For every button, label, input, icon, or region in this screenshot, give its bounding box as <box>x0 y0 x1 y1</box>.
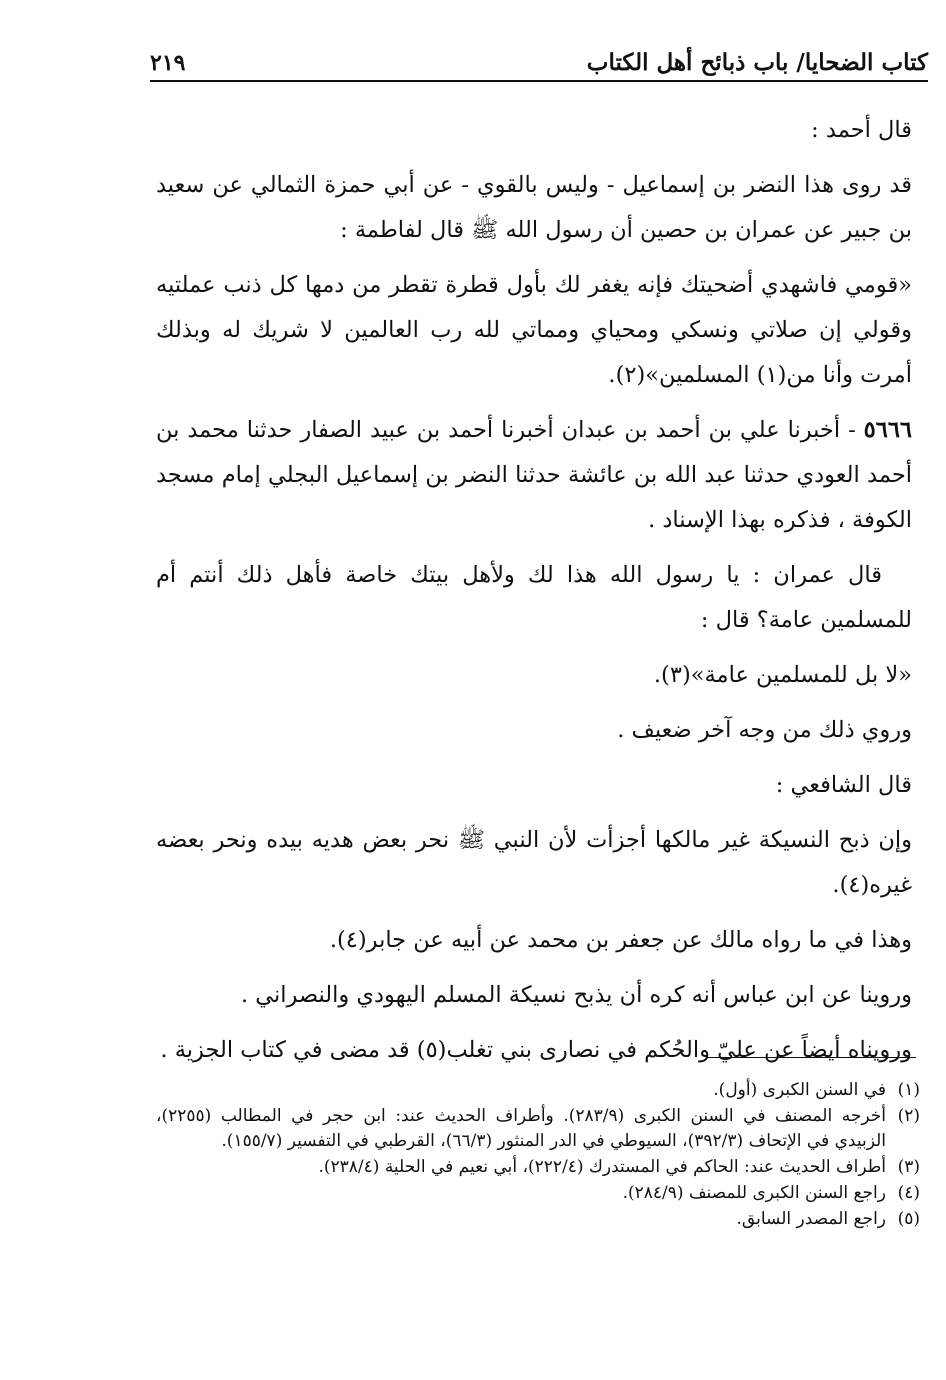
footnote <box>156 1155 920 1180</box>
footnote <box>156 1104 920 1154</box>
footnote-label: (٢) <box>897 1106 920 1126</box>
paragraph: ورويناه أيضاً عن عليّ والحُكم في نصارى بني تغلب(٥) قد مضى في كتاب الجزية . <box>160 1037 912 1063</box>
paragraph: قال أحمد : <box>811 117 912 143</box>
paragraph: قال الشافعي : <box>775 772 912 798</box>
paragraph: «لا بل للمسلمين عامة»(٣). <box>653 662 912 688</box>
main-text <box>156 108 912 1083</box>
footnote-text: في السنن الكبرى (أول). <box>713 1080 886 1100</box>
footnote-label: (٣) <box>897 1157 920 1177</box>
paragraph: وروينا عن ابن عباس أنه كره أن يذبح نسيكة المسلم اليهودي والنصراني . <box>240 982 912 1008</box>
header-title: كتاب الضحايا/ باب ذبائح أهل الكتاب <box>586 49 928 76</box>
hadith-entry <box>156 408 912 543</box>
footnote-text: أخرجه المصنف في السنن الكبرى (٢٨٣/٩). وأطراف الحديث عند: ابن حجر في المطالب (٢٢٥٥)، الزبيدي في الإتحاف (٣٩٢/٣)، السيوطي في الدر المنثور (٦٦/٣)، القرطبي في التفسير (١٥٥/٧). <box>156 1106 886 1151</box>
paragraph: قال عمران : يا رسول الله هذا لك ولأهل بيتك خاصة فأهل ذلك أنتم أم للمسلمين عامة؟ قال : <box>156 562 912 633</box>
footnote <box>156 1207 920 1232</box>
hadith-number: ٥٦٦٦ <box>863 417 912 443</box>
footnote-divider <box>706 1057 916 1058</box>
paragraph: وروي ذلك من وجه آخر ضعيف . <box>617 717 912 743</box>
paragraph: قد روى هذا النضر بن إسماعيل - وليس بالقوي - عن أبي حمزة الثمالي عن سعيد بن جبير عن عمران بن حصين أن رسول الله ﷺ قال لفاطمة : <box>156 172 912 243</box>
paragraph: «قومي فاشهدي أضحيتك فإنه يغفر لك بأول قطرة تقطر من دمها كل ذنب عملتيه وقولي إن صلاتي ونسكي ومحياي ومماتي لله رب العالمين لا شريك له وبذلك أمرت وأنا من(١) المسلمين»(٢). <box>156 272 912 388</box>
running-header <box>150 36 928 76</box>
footnote <box>156 1078 920 1103</box>
page-number: ٢١٩ <box>150 50 186 76</box>
paragraph: وهذا في ما رواه مالك عن جعفر بن محمد عن أبيه عن جابر(٤). <box>329 927 912 953</box>
footnote-label: (٥) <box>897 1209 920 1229</box>
footnotes <box>156 1078 920 1233</box>
footnote-text: أطراف الحديث عند: الحاكم في المستدرك (٢٢٢/٤)، أبي نعيم في الحلية (٢٣٨/٤). <box>318 1157 886 1177</box>
footnote-label: (٤) <box>897 1183 920 1203</box>
footnote <box>156 1181 920 1206</box>
footnote-label: (١) <box>897 1080 920 1100</box>
hadith-text: - أخبرنا علي بن أحمد بن عبدان أخبرنا أحمد بن عبيد الصفار حدثنا محمد بن أحمد العودي حدثنا عبد الله بن عائشة حدثنا النضر بن إسماعيل البجلي إمام مسجد الكوفة ، فذكره بهذا الإسناد . <box>156 417 912 533</box>
header-divider <box>150 80 928 82</box>
footnote-text: راجع المصدر السابق. <box>736 1209 886 1229</box>
paragraph: وإن ذبح النسيكة غير مالكها أجزأت لأن النبي ﷺ نحر بعض هديه بيده ونحر بعضه غيره(٤). <box>156 827 912 898</box>
footnote-text: راجع السنن الكبرى للمصنف (٢٨٤/٩). <box>622 1183 886 1203</box>
